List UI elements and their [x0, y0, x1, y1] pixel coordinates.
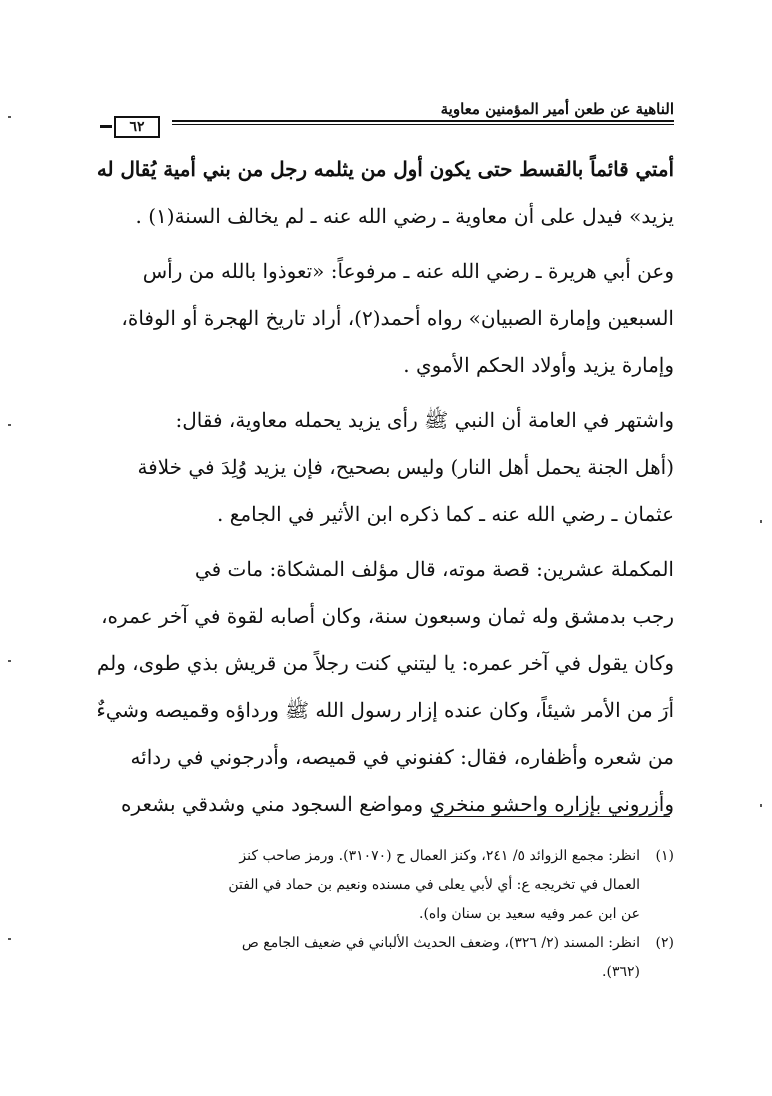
- text-line: (أهل الجنة يحمل أهل النار) وليس بصحيح، فإن يزيد وُلِدَ في خلافة: [137, 455, 674, 479]
- text-line: أمتي قائماً بالقسط حتى يكون أول من يثلمه رجل من بني أمية يُقال له: [96, 157, 674, 181]
- footnote-text: [96, 842, 640, 929]
- footnote-separator: [432, 816, 670, 817]
- paragraph-1: [96, 146, 674, 240]
- header-rule-thin: [172, 124, 674, 125]
- scan-speck: [8, 660, 11, 662]
- text-line: وعن أبي هريرة ـ رضي الله عنه ـ مرفوعاً: «تعوذوا بالله من رأس: [142, 259, 674, 283]
- text-line: وإمارة يزيد وأولاد الحكم الأموي .: [403, 353, 674, 377]
- text-line: أرَ من الأمر شيئاً، وكان عنده إزار رسول الله ﷺ ورداؤه وقميصه وشيءٌ: [96, 699, 674, 722]
- text-line: وأزروني بإزاره واحشو منخري ومواضع السجود مني وشدقي بشعره: [120, 792, 674, 816]
- page-number: ٦٢: [114, 116, 160, 138]
- paragraph-4: [96, 546, 674, 828]
- header-tick-mark: [100, 125, 112, 128]
- footnote-line: العمال في تخريجه ع: أي لأبي يعلى في مسنده ونعيم بن حماد في الفتن: [228, 877, 640, 893]
- footnote-number: (١): [655, 848, 674, 864]
- footnote-line: انظر: مجمع الزوائد ٥/ ٢٤١، وكنز العمال ح (٣١٠٧٠). ورمز صاحب كنز: [239, 848, 640, 864]
- scan-speck: [8, 938, 11, 940]
- scan-speck: [760, 804, 762, 807]
- footnotes: [96, 842, 674, 987]
- text-line: واشتهر في العامة أن النبي ﷺ رأى يزيد يحمله معاوية، فقال:: [175, 408, 674, 432]
- footnote-number: (٢): [655, 935, 674, 951]
- text-line: وكان يقول في آخر عمره: يا ليتني كنت رجلاً من قريش بذي طوى، ولم: [96, 651, 674, 675]
- paragraph-2: [96, 248, 674, 389]
- main-text: [96, 146, 674, 836]
- scan-speck: [760, 520, 762, 523]
- text-line: المكملة عشرين: قصة موته، قال مؤلف المشكاة: مات في: [194, 557, 674, 581]
- page-header: [108, 94, 674, 142]
- header-rule-thick: [172, 120, 674, 122]
- text-line: يزيد» فيدل على أن معاوية ـ رضي الله عنه ـ لم يخالف السنة(١) .: [135, 204, 674, 228]
- scan-speck: [8, 116, 11, 118]
- footnote-line: عن ابن عمر وفيه سعيد بن سنان واه).: [419, 906, 640, 922]
- scan-speck: [8, 424, 11, 426]
- footnote-line: (٣٦٢).: [602, 964, 640, 980]
- text-line: عثمان ـ رضي الله عنه ـ كما ذكره ابن الأثير في الجامع .: [217, 502, 674, 526]
- footnote-1: [96, 842, 674, 929]
- paragraph-3: [96, 397, 674, 538]
- footnote-line: انظر: المسند (٢/ ٣٢٦)، وضعف الحديث الألباني في ضعيف الجامع ص: [241, 935, 640, 951]
- footnote-text: [96, 929, 640, 987]
- running-title: الناهية عن طعن أمير المؤمنين معاوية: [440, 100, 674, 118]
- text-line: السبعين وإمارة الصبيان» رواه أحمد(٢)، أراد تاريخ الهجرة أو الوفاة،: [121, 306, 674, 330]
- footnote-2: [96, 929, 674, 987]
- text-line: من شعره وأظفاره، فقال: كفنوني في قميصه، وأدرجوني في ردائه: [130, 745, 674, 769]
- text-line: رجب بدمشق وله ثمان وسبعون سنة، وكان أصابه لقوة في آخر عمره،: [101, 604, 674, 628]
